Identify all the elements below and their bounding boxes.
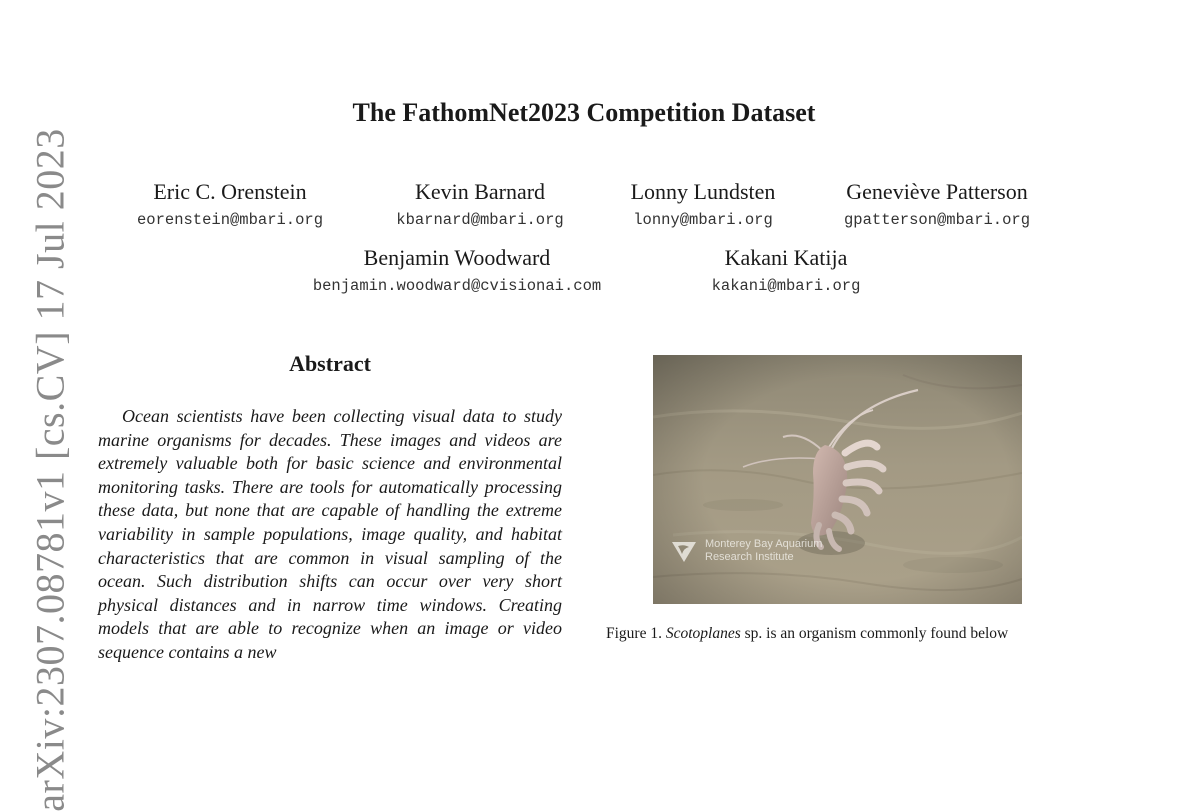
author-email: eorenstein@mbari.org — [136, 211, 324, 229]
author-block — [137, 180, 323, 230]
author-name: Kevin Barnard — [414, 179, 546, 204]
watermark-line: Research Institute — [705, 551, 794, 563]
arxiv-identifier-stamp: arXiv:2307.08781v1 [cs.CV] 17 Jul 2023 — [27, 128, 73, 812]
author-email: lonny@mbari.org — [633, 211, 773, 229]
author-block — [844, 180, 1030, 230]
author-block — [712, 246, 861, 296]
watermark-line: Monterey Bay Aquarium — [705, 538, 823, 550]
watermark-text — [705, 538, 822, 564]
caption-label: Figure 1. — [606, 625, 662, 642]
seafloor-sea-cucumber-image — [653, 355, 1022, 604]
figure-caption — [606, 624, 1126, 644]
author-email: benjamin.woodward@cvisionai.com — [312, 277, 602, 295]
author-block — [313, 246, 601, 296]
author-email: kakani@mbari.org — [711, 277, 861, 295]
author-block — [396, 180, 563, 230]
paper-title: The FathomNet2023 Competition Dataset — [352, 98, 816, 127]
author-name: Lonny Lundsten — [630, 179, 776, 204]
caption-genus: Scotoplanes — [665, 625, 741, 642]
author-email: gpatterson@mbari.org — [843, 211, 1031, 229]
abstract-heading: Abstract — [289, 351, 371, 376]
author-name: Kakani Katija — [724, 245, 848, 270]
author-name: Eric C. Orenstein — [153, 179, 307, 204]
mbari-watermark — [671, 538, 822, 564]
author-block — [631, 180, 776, 230]
caption-text: sp. is an organism commonly found below — [740, 625, 1009, 642]
author-name: Benjamin Woodward — [363, 245, 551, 270]
author-email: kbarnard@mbari.org — [396, 211, 564, 229]
abstract-body: Ocean scientists have been collecting visual data to study marine organisms for decades. These images and videos are extremely valuable both for basic science and environmental monitoring tasks. There are tools for automatically processing these data, but none that are capable of handling the extreme variability in sample populations, image quality, and habitat characteristics that are common in visual sampling of the ocean. Such distribution shifts can occur over very short physical distances and in narrow time windows. Creating models that are able to recognize when an image or video sequence contains a new — [98, 406, 562, 662]
mbari-logo-icon — [671, 538, 697, 564]
figure-photo — [653, 355, 1022, 604]
author-name: Geneviève Patterson — [846, 179, 1028, 204]
